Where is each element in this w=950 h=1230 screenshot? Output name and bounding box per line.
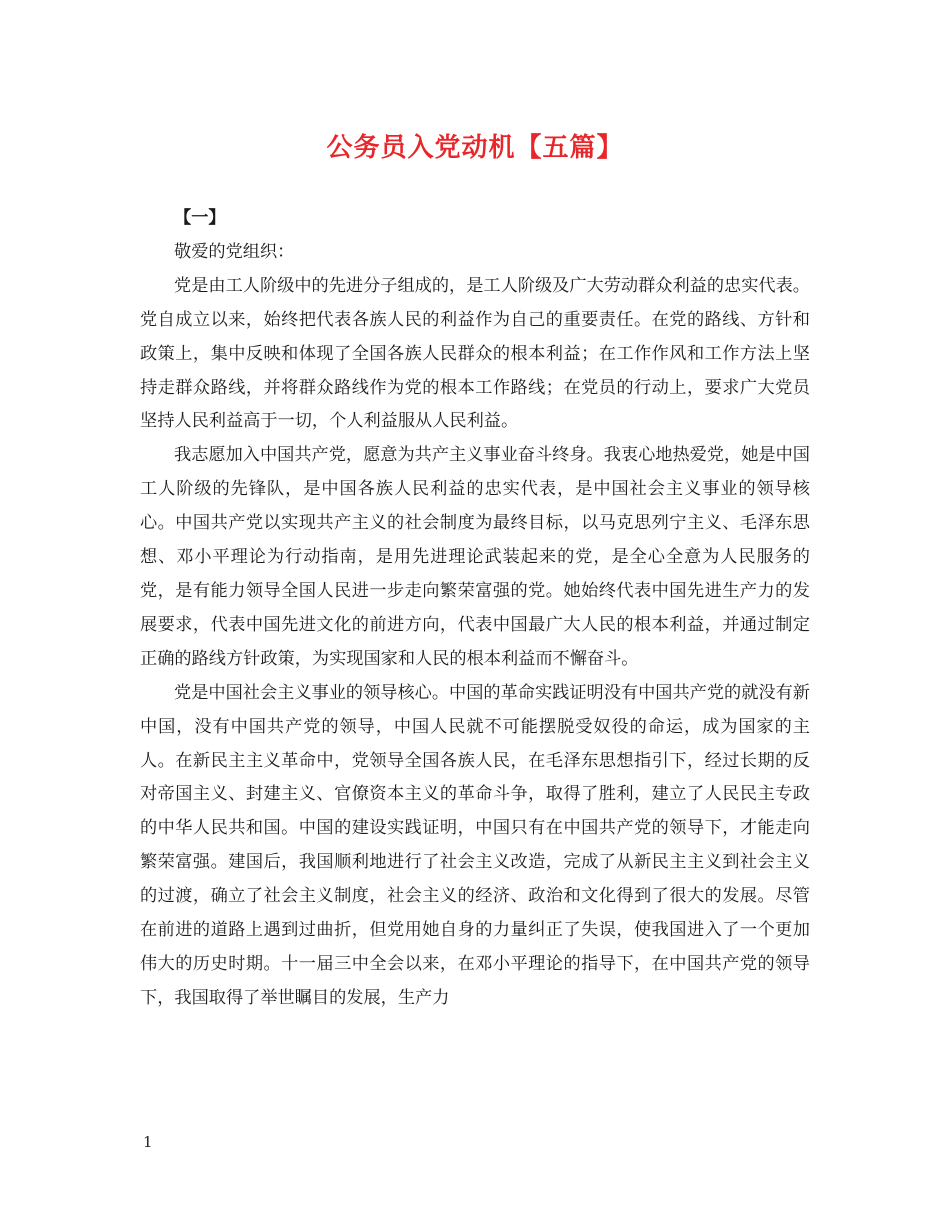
document-title: 公务员入党动机【五篇】 xyxy=(326,133,624,163)
salutation: 敬爱的党组织： xyxy=(174,241,295,262)
section-heading: 【一】 xyxy=(174,208,226,228)
page-number: 1 xyxy=(143,1133,153,1151)
document-body xyxy=(140,202,810,1016)
paragraph: 我志愿加入中国共产党，愿意为共产主义事业奋斗终身。我衷心地热爱党，她是中国工人阶级的先锋队，是中国各族人民利益的忠实代表，是中国社会主义事业的领导核心。中国共产党以实现共产主义的社会制度为最终目标，以马克思列宁主义、毛泽东思想、邓小平理论为行动指南，是用先进理论武装起来的党，是全心全意为人民服务的党，是有能力领导全国人民进一步走向繁荣富强的党。她始终代表中国先进生产力的发展要求，代表中国先进文化的前进方向，代表中国最广大人民的根本利益，并通过制定正确的路线方针政策，为实现国家和人民的根本利益而不懈奋斗。 xyxy=(140,445,810,669)
paragraph: 党是中国社会主义事业的领导核心。中国的革命实践证明没有中国共产党的就没有新中国，没有中国共产党的领导，中国人民就不可能摆脱受奴役的命运，成为国家的主人。在新民主主义革命中，党领导全国各族人民，在毛泽东思想指引下，经过长期的反对帝国主义、封建主义、官僚资本主义的革命斗争，取得了胜利，建立了人民民主专政的中华人民共和国。中国的建设实践证明，中国只有在中国共产党的领导下，才能走向繁荣富强。建国后，我国顺利地进行了社会主义改造，完成了从新民主主义到社会主义的过渡，确立了社会主义制度，社会主义的经济、政治和文化得到了很大的发展。尽管在前进的道路上遇到过曲折，但党用她自身的力量纠正了失误，使我国进入了一个更加伟大的历史时期。十一届三中全会以来，在邓小平理论的指导下，在中国共产党的领导下，我国取得了举世瞩目的发展，生产力 xyxy=(140,682,810,1008)
paragraph: 党是由工人阶级中的先进分子组成的，是工人阶级及广大劳动群众利益的忠实代表。党自成立以来，始终把代表各族人民的利益作为自己的重要责任。在党的路线、方针和政策上，集中反映和体现了全国各族人民群众的根本利益；在工作作风和工作方法上坚持走群众路线，并将群众路线作为党的根本工作路线；在党员的行动上，要求广大党员坚持人民利益高于一切，个人利益服从人民利益。 xyxy=(140,275,810,432)
